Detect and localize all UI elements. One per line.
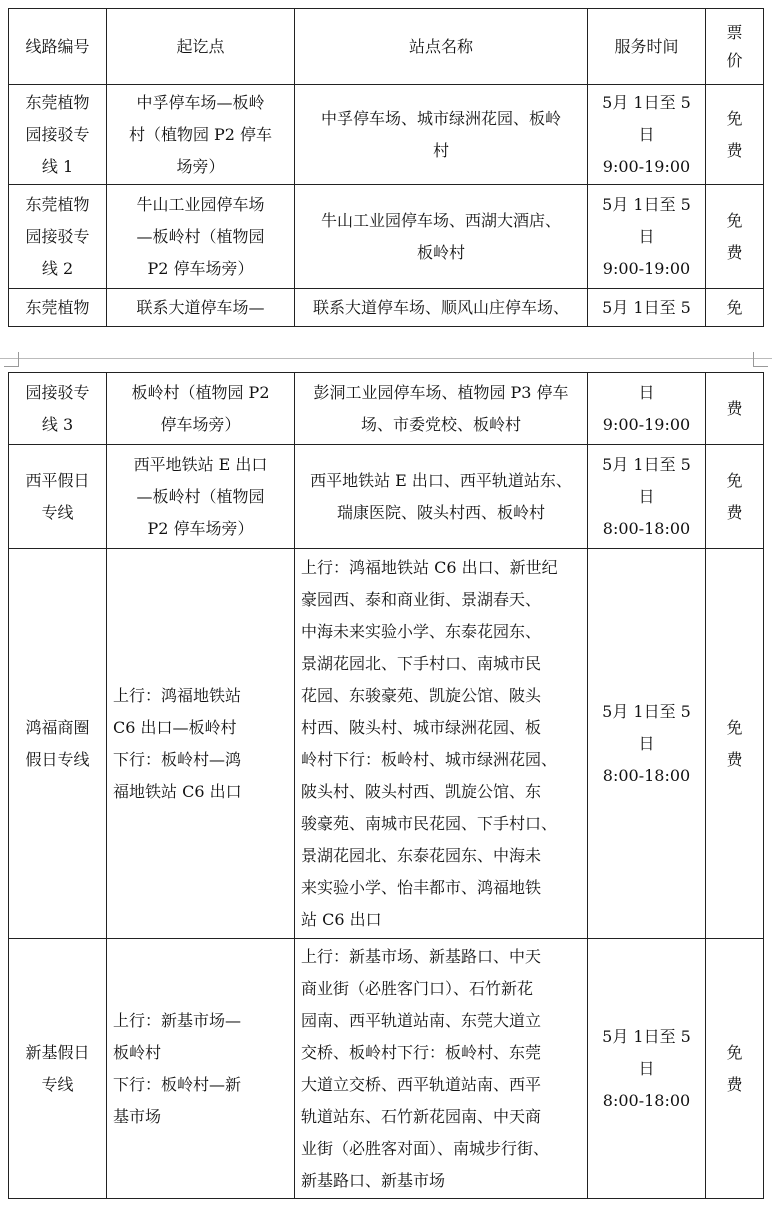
- stops-cell: 联系大道停车场、顺风山庄停车场、: [295, 289, 588, 327]
- service-time-cell: 5月 1日至 5 日 8:00-18:00: [588, 445, 706, 549]
- endpoints-cell: 板岭村（植物园 P2 停车场旁）: [107, 373, 295, 445]
- table-row: [9, 373, 764, 445]
- header-stops: 站点名称: [295, 9, 588, 85]
- page-break-line: [0, 358, 772, 359]
- table-row: [9, 445, 764, 549]
- header-route-id: 线路编号: [9, 9, 107, 85]
- route-id-cell: 东莞植物 园接驳专 线 1: [9, 85, 107, 185]
- service-time-cell: 5月 1日至 5: [588, 289, 706, 327]
- service-time-cell: 5月 1日至 5 日 9:00-19:00: [588, 185, 706, 289]
- table-row: [9, 289, 764, 327]
- table-row: [9, 939, 764, 1199]
- stops-cell: 上行：鸿福地铁站 C6 出口、新世纪 豪园西、泰和商业街、景湖春天、 中海未来实验小学、东泰花园东、 景湖花园北、下手村口、南城市民 花园、东骏豪苑、凯旋公馆、陂头 村西、陂头村、城市绿洲花园、板 岭村下行：板岭村、城市绿洲花园、 陂头村、陂头村西、凯旋公馆、东 骏豪苑、南城市民花园、下手村口、 景湖花园北、东泰花园东、中海未 来实验小学、怡丰都市、鸿福地铁 站 C6 出口: [295, 549, 588, 939]
- endpoints-cell: 联系大道停车场—: [107, 289, 295, 327]
- table-row: [9, 549, 764, 939]
- endpoints-cell: 牛山工业园停车场 —板岭村（植物园 P2 停车场旁）: [107, 185, 295, 289]
- crop-mark-right: [753, 352, 768, 367]
- bus-route-table-part1: [8, 8, 764, 327]
- stops-cell: 牛山工业园停车场、西湖大酒店、 板岭村: [295, 185, 588, 289]
- stops-cell: 西平地铁站 E 出口、西平轨道站东、 瑞康医院、陂头村西、板岭村: [295, 445, 588, 549]
- fare-cell: 免 费: [706, 185, 764, 289]
- page-break-separator: [0, 352, 772, 366]
- fare-cell: 免: [706, 289, 764, 327]
- route-id-cell: 西平假日 专线: [9, 445, 107, 549]
- fare-cell: 费: [706, 373, 764, 445]
- endpoints-cell: 上行：鸿福地铁站 C6 出口—板岭村 下行：板岭村—鸿 福地铁站 C6 出口: [107, 549, 295, 939]
- endpoints-cell: 上行：新基市场— 板岭村 下行：板岭村—新 基市场: [107, 939, 295, 1199]
- crop-mark-left: [4, 352, 19, 367]
- route-id-cell: 园接驳专 线 3: [9, 373, 107, 445]
- header-fare: 票 价: [706, 9, 764, 85]
- fare-cell: 免 费: [706, 549, 764, 939]
- stops-cell: 中孚停车场、城市绿洲花园、板岭 村: [295, 85, 588, 185]
- header-endpoints: 起讫点: [107, 9, 295, 85]
- service-time-cell: 日 9:00-19:00: [588, 373, 706, 445]
- route-id-cell: 东莞植物 园接驳专 线 2: [9, 185, 107, 289]
- fare-cell: 免 费: [706, 85, 764, 185]
- endpoints-cell: 西平地铁站 E 出口 —板岭村（植物园 P2 停车场旁）: [107, 445, 295, 549]
- route-id-cell: 新基假日 专线: [9, 939, 107, 1199]
- service-time-cell: 5月 1日至 5 日 8:00-18:00: [588, 939, 706, 1199]
- service-time-cell: 5月 1日至 5 日 9:00-19:00: [588, 85, 706, 185]
- stops-cell: 彭洞工业园停车场、植物园 P3 停车 场、市委党校、板岭村: [295, 373, 588, 445]
- route-id-cell: 鸿福商圈 假日专线: [9, 549, 107, 939]
- header-service-time: 服务时间: [588, 9, 706, 85]
- table-row: [9, 185, 764, 289]
- fare-cell: 免 费: [706, 939, 764, 1199]
- endpoints-cell: 中孚停车场—板岭 村（植物园 P2 停车 场旁）: [107, 85, 295, 185]
- bus-route-table-part2: [8, 372, 764, 1199]
- table-row: [9, 85, 764, 185]
- service-time-cell: 5月 1日至 5 日 8:00-18:00: [588, 549, 706, 939]
- header-row: [9, 9, 764, 85]
- stops-cell: 上行：新基市场、新基路口、中天 商业街（必胜客门口）、石竹新花 园南、西平轨道站南、东莞大道立 交桥、板岭村下行：板岭村、东莞 大道立交桥、西平轨道站南、西平 轨道站东、石竹新花园南、中天商 业街（必胜客对面）、南城步行街、 新基路口、新基市场: [295, 939, 588, 1199]
- fare-cell: 免 费: [706, 445, 764, 549]
- route-id-cell: 东莞植物: [9, 289, 107, 327]
